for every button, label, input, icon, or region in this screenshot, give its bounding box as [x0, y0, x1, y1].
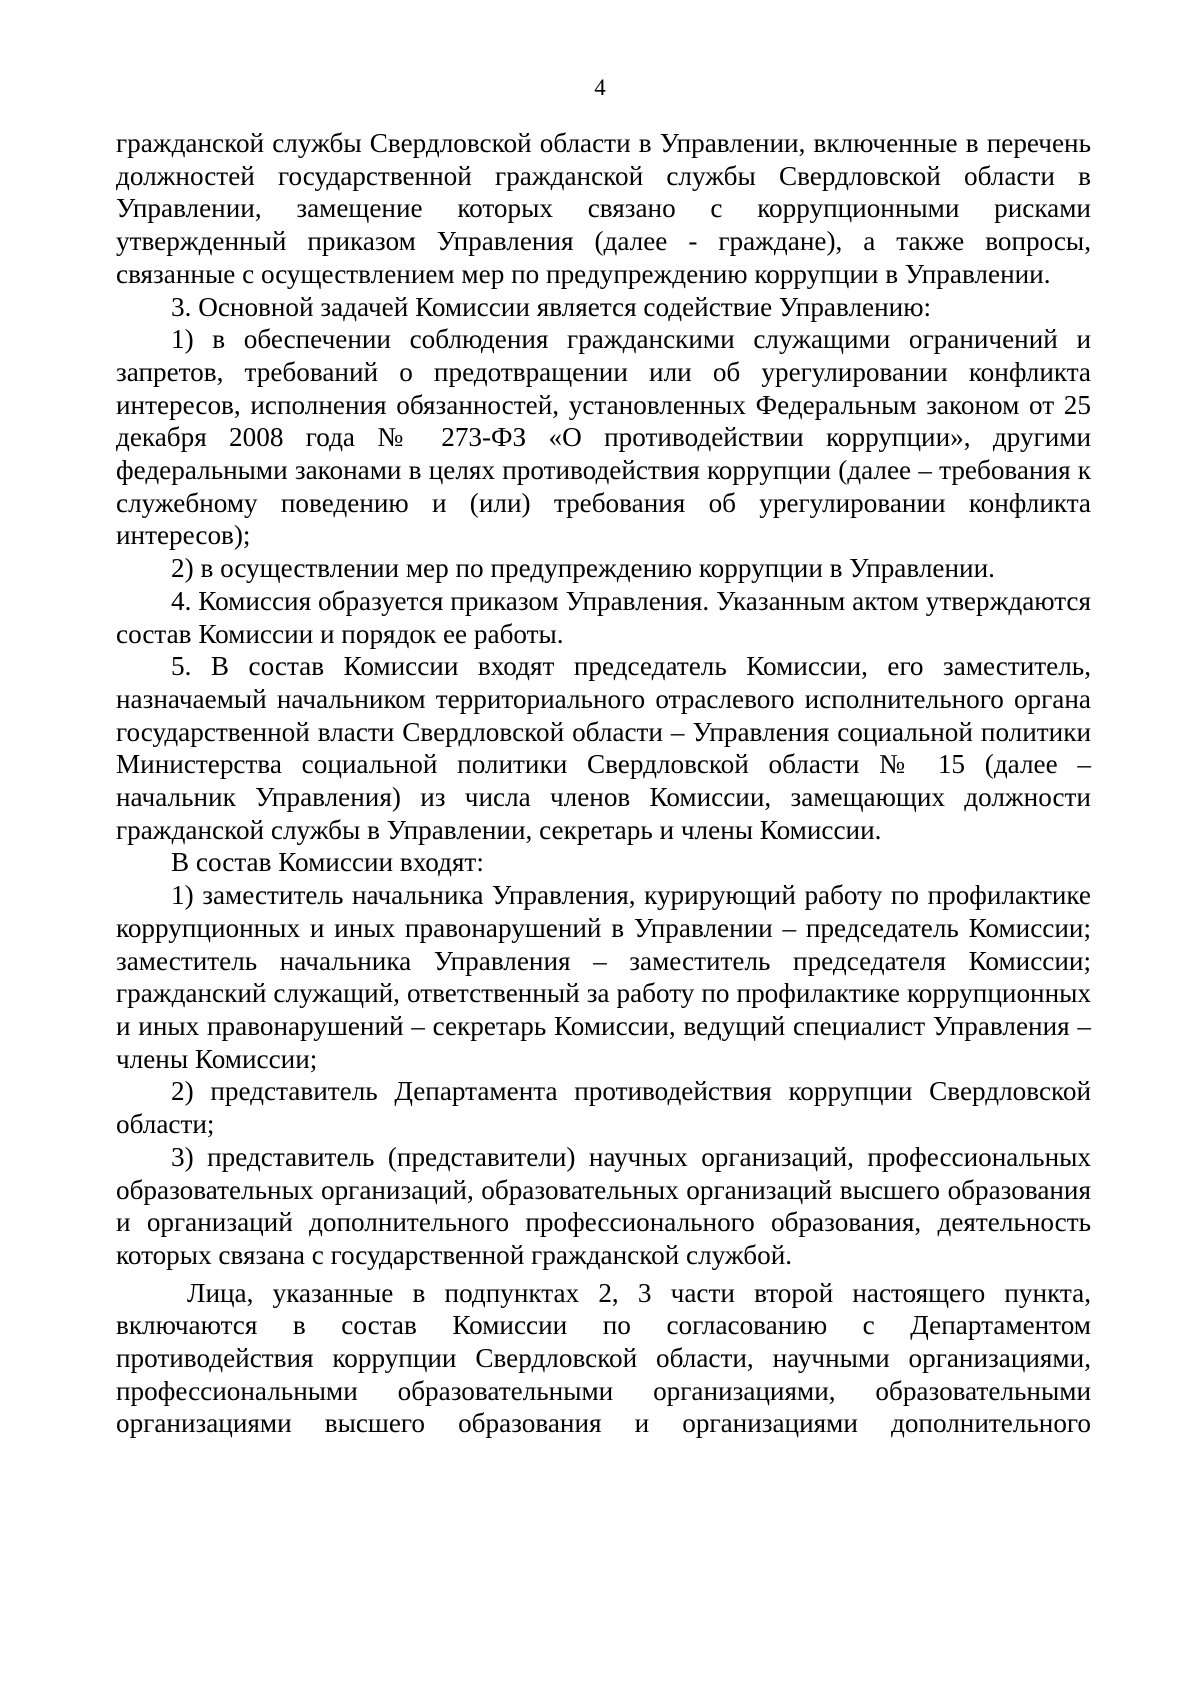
paragraph-clause-5: 5. В состав Комиссии входят председатель Комиссии, его заместитель, назначаемый начальником территориального отраслевого исполнительного органа государственной власти Свердловской области – Управления социальной политики Министерства социальной политики Свердловской области № 15 (далее – начальник Управления) из числа членов Комиссии, замещающих должности гражданской службы в Управлении, секретарь и члены Комиссии.: [116, 651, 1091, 845]
page-number: 4: [594, 75, 606, 100]
paragraph-clause-3-item-2: 2) в осуществлении мер по предупреждению коррупции в Управлении.: [171, 553, 995, 584]
paragraph-persons-inclusion: Лица, указанные в подпунктах 2, 3 части второй настоящего пункта, включаются в состав Комиссии по согласованию с Департаментом противодействия коррупции Свердловской области, научными организациями, профессиональными образовательными организациями, образовательными организациями высшего образования и организациями дополнительного: [116, 1277, 1091, 1439]
paragraph-composition-intro: В состав Комиссии входят:: [171, 847, 484, 878]
paragraph-composition-item-1: 1) заместитель начальника Управления, курирующий работу по профилактике коррупционных и иных правонарушений в Управлении – председатель Комиссии; заместитель начальника Управления – заместитель председателя Комиссии; гражданский служащий, ответственный за работу по профилактике коррупционных и иных правонарушений – секретарь Комиссии, ведущий специалист Управления – члены Комиссии;: [116, 880, 1091, 1074]
document-body: [116, 127, 1091, 1440]
paragraph-composition-item-2: 2) представитель Департамента противодействия коррупции Свердловской области;: [116, 1076, 1091, 1140]
paragraph-clause-3-item-1: 1) в обеспечении соблюдения гражданскими служащими ограничений и запретов, требований о предотвращении или об урегулировании конфликта интересов, исполнения обязанностей, установленных Федеральным законом от 25 декабря 2008 года № 273-ФЗ «О противодействии коррупции», другими федеральными законами в целях противодействия коррупции (далее – требования к служебному поведению и (или) требования об урегулировании конфликта интересов);: [116, 324, 1091, 551]
paragraph-continuation: гражданской службы Свердловской области в Управлении, включенные в перечень должностей государственной гражданской службы Свердловской области в Управлении, замещение которых связано с коррупционными рисками утвержденный приказом Управления (далее - граждане), а также вопросы, связанные с осуществлением мер по предупреждению коррупции в Управлении.: [116, 128, 1091, 289]
paragraph-composition-item-3: 3) представитель (представители) научных организаций, профессиональных образовательных организаций, образовательных организаций высшего образования и организаций дополнительного профессионального образования, деятельность которых связана с государственной гражданской службой.: [116, 1141, 1091, 1270]
paragraph-clause-3: 3. Основной задачей Комиссии является содействие Управлению:: [171, 291, 932, 322]
paragraph-clause-4: 4. Комиссия образуется приказом Управления. Указанным актом утверждаются состав Комиссии и порядок ее работы.: [116, 585, 1091, 649]
